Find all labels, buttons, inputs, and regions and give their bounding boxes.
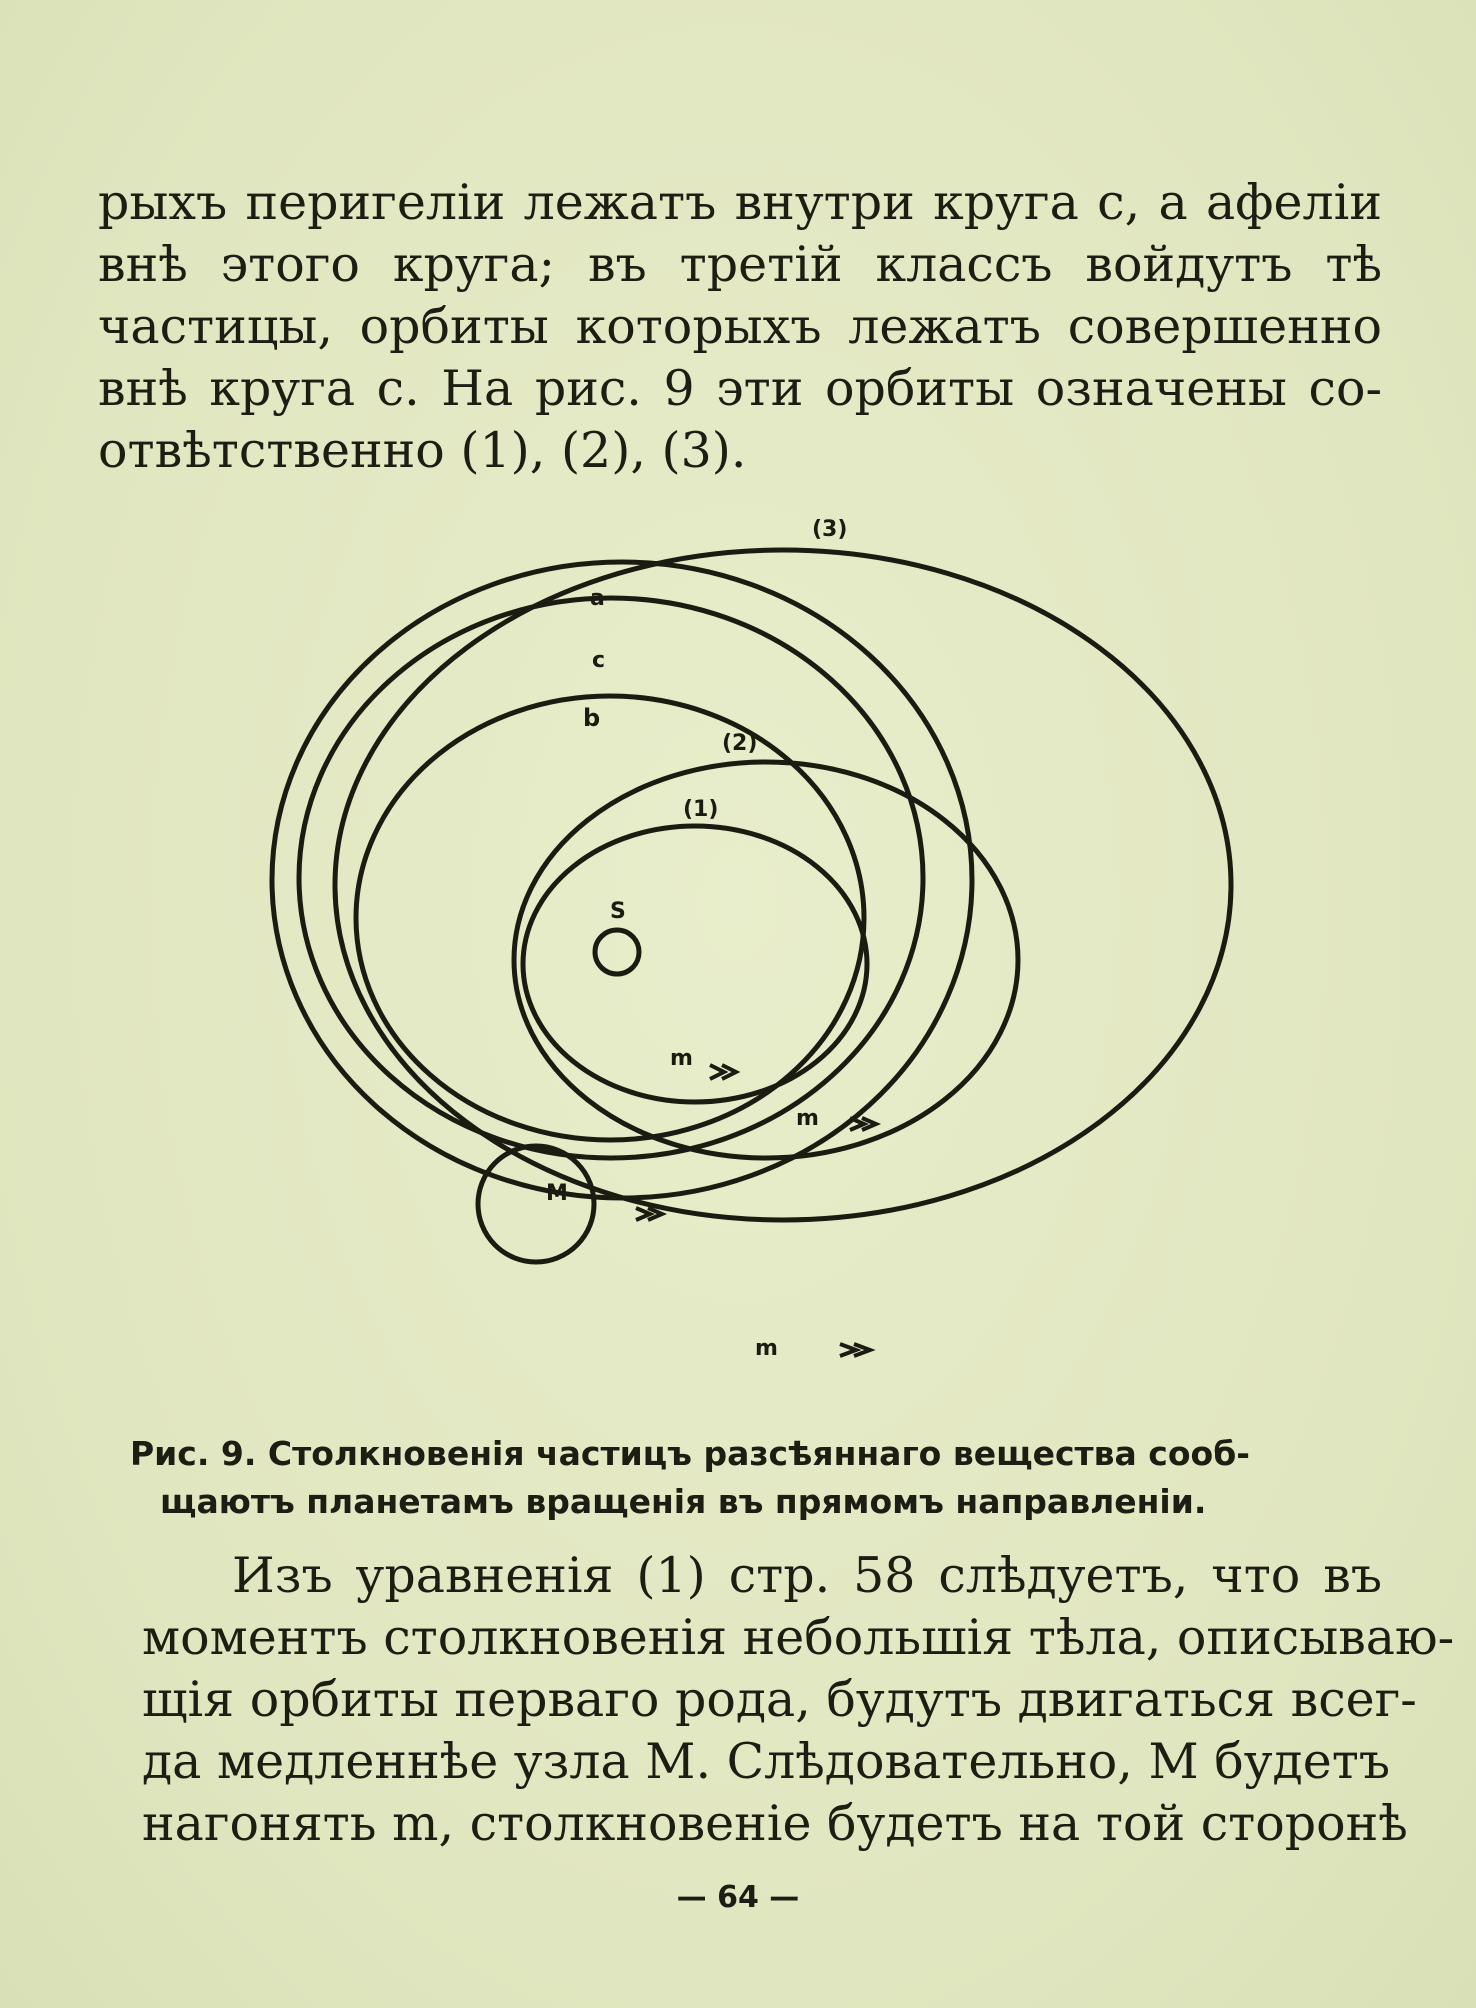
label-planet: M: [546, 1181, 568, 1206]
figure-caption: [130, 1430, 1382, 1526]
label-sun: S: [610, 899, 626, 924]
orbit-diagram: [0, 500, 1476, 1400]
sun-circle: [595, 930, 639, 974]
text-line: внѣ круга c. На рис. 9 эти орбиты означены со-: [98, 360, 1382, 417]
text-line: нагонять m, столкновеніе будетъ на той сторонѣ: [142, 1795, 1408, 1852]
arrow-icon: [840, 1344, 870, 1356]
text-line: моментъ столкновенія небольшія тѣла, описываю-: [142, 1609, 1455, 1666]
arrow-icon: [636, 1208, 662, 1220]
label-orbit-a: a: [590, 586, 605, 611]
text-line: рыхъ перигеліи лежатъ внутри круга c, а афеліи: [98, 174, 1382, 231]
label-particle: m: [796, 1106, 819, 1131]
label-orbit-3: (3): [812, 517, 848, 542]
label-orbit-c: c: [592, 648, 606, 673]
arrow-icon: [850, 1118, 876, 1130]
orbit-a: [272, 562, 972, 1198]
label-particle: m: [670, 1046, 693, 1071]
orbit-2: [514, 762, 1018, 1158]
caption-line: щаютъ планетамъ вращенія въ прямомъ направленіи.: [160, 1482, 1207, 1521]
text-line: щія орбиты перваго рода, будутъ двигаться всег-: [142, 1671, 1417, 1728]
arrow-icon: [710, 1065, 736, 1079]
label-orbit-b: b: [583, 704, 601, 732]
text-line: частицы, орбиты которыхъ лежатъ совершенно: [98, 298, 1382, 355]
label-orbit-2: (2): [722, 731, 758, 756]
text-line: внѣ этого круга; въ третій классъ войдутъ тѣ: [98, 236, 1382, 293]
text-line: отвѣтственно (1), (2), (3).: [98, 422, 747, 479]
caption-line: Рис. 9. Столкновенія частицъ разсѣяннаго вещества сооб-: [130, 1434, 1250, 1473]
label-orbit-1: (1): [683, 797, 719, 822]
orbit-3: [335, 550, 1231, 1220]
text-line: да медленнѣе узла M. Слѣдовательно, M будетъ: [142, 1733, 1390, 1790]
page-number: — 64 —: [676, 1880, 800, 1915]
text-line: Изъ уравненія (1) стр. 58 слѣдуетъ, что въ: [232, 1547, 1382, 1604]
label-particle: m: [755, 1336, 778, 1361]
paragraph-bottom: [142, 1545, 1455, 1855]
orbit-1: [523, 826, 867, 1102]
paragraph-top: [98, 172, 1382, 482]
